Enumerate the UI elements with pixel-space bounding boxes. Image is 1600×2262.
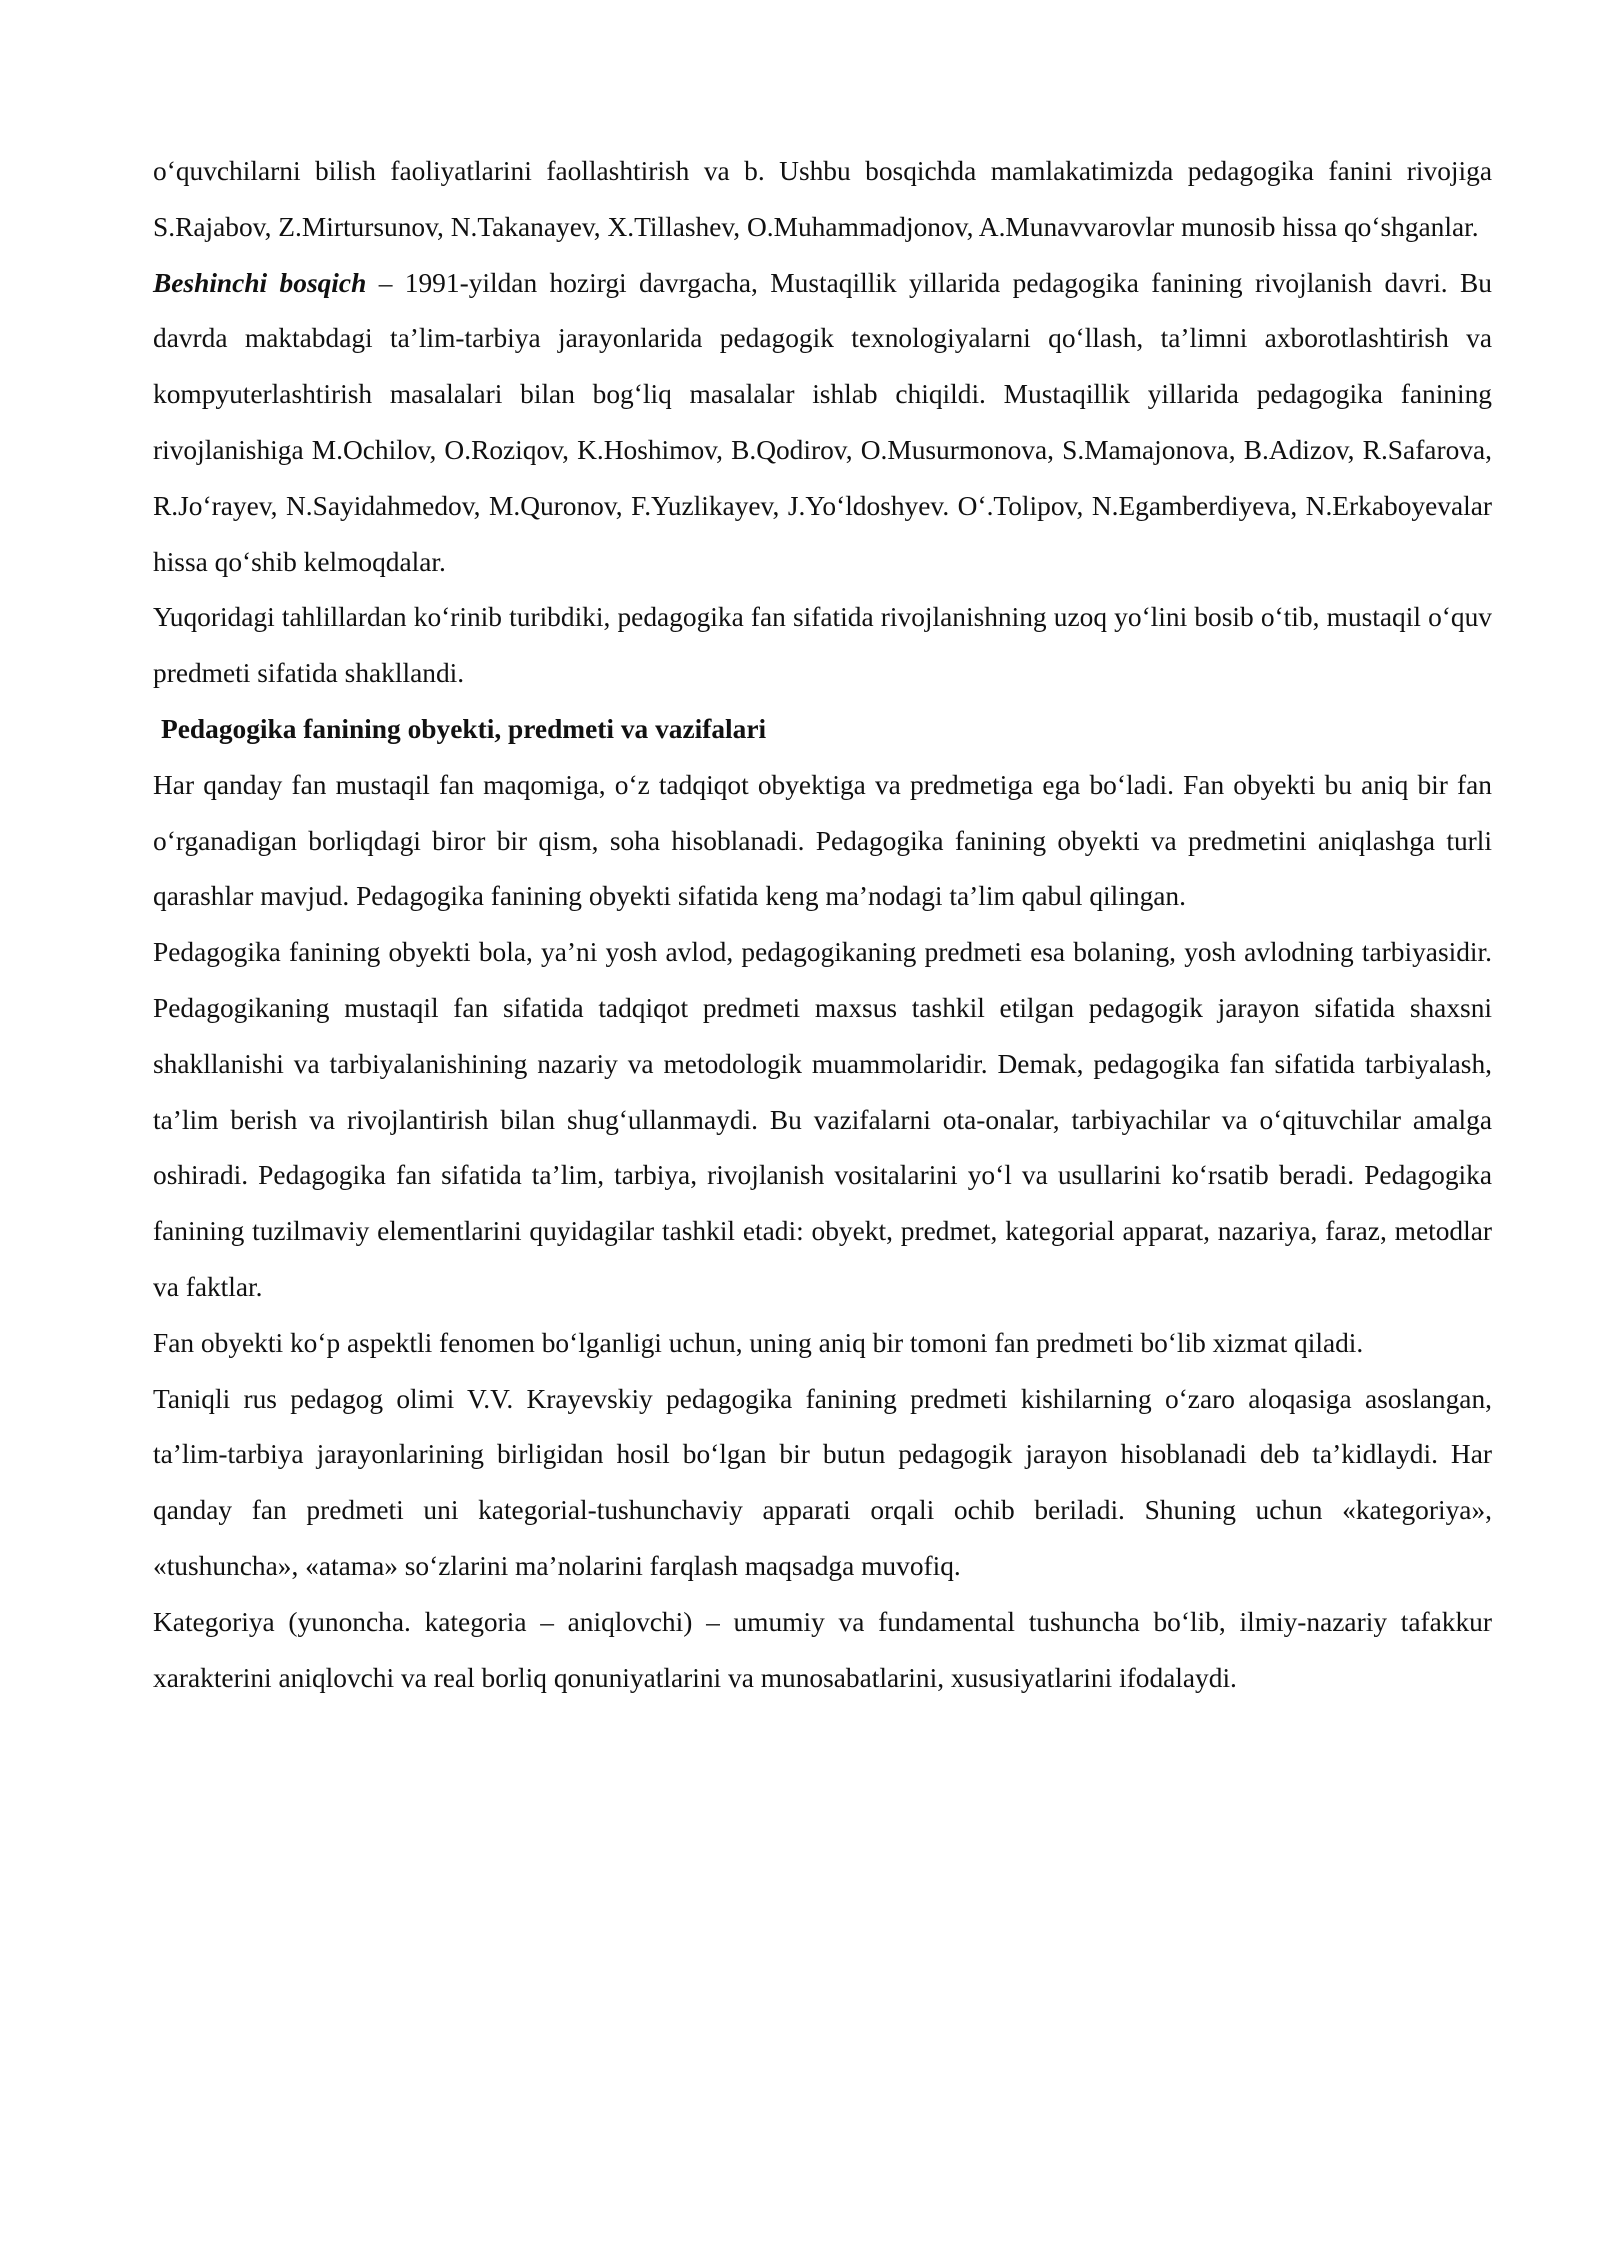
paragraph-krayevskiy: Taniqli rus pedagog olimi V.V. Krayevskiy pedagogika fanining predmeti kishilarning o‘zaro aloqasiga asoslangan, ta’lim-tarbiya jarayonlarining birligidan hosil bo‘lgan bir butun pedagogik jarayon hisoblanadi deb ta’kidlaydi. Har qanday fan predmeti uni kategorial-tushunchaviy apparati orqali ochib beriladi. Shuning uchun «kategoriya», «tushuncha», «atama» so‘zlarini ma’nolarini farqlash maqsadga muvofiq. (153, 1383, 1492, 1581)
paragraph-aspect: Fan obyekti ko‘p aspektli fenomen bo‘lganligi uchun, uning aniq bir tomoni fan predmeti bo‘lib xizmat qiladi. (153, 1327, 1364, 1358)
paragraph-intro: o‘quvchilarni bilish faoliyatlarini faollashtirish va b. Ushbu bosqichda mamlakatimizda pedagogika fanini rivojiga S.Rajabov, Z.Mirtursunov, N.Takanayev, X.Tillashev, O.Muhammadjonov, A.Munavvarovlar munosib hissa qo‘shganlar. (153, 156, 1492, 242)
paragraph-object: Har qanday fan mustaqil fan maqomiga, o‘z tadqiqot obyektiga va predmetiga ega bo‘ladi. Fan obyekti bu aniq bir fan o‘rganadigan borliqdagi biror bir qism, soha hisoblanadi. Pedagogika fanining obyekti va predmetini aniqlashga turli qarashlar mavjud. Pedagogika fanining obyekti sifatida keng ma’nodagi ta’lim qabul qilingan. (153, 769, 1492, 912)
paragraph-fifth-stage (153, 256, 1492, 591)
paragraph-conclusion: Yuqoridagi tahlillardan ko‘rinib turibdiki, pedagogika fan sifatida rivojlanishning uzoq yo‘lini bosib o‘tib, mustaqil o‘quv predmeti sifatida shakllandi. (153, 602, 1492, 689)
paragraph-category: Kategoriya (yunoncha. kategoria – aniqlovchi) – umumiy va fundamental tushuncha bo‘lib, ilmiy-nazariy tafakkur xarakterini aniqlovchi va real borliq qonuniyatlarini va munosabatlarini, xususiyatlarini ifodalaydi. (153, 1606, 1492, 1693)
paragraph-subject: Pedagogika fanining obyekti bola, ya’ni yosh avlod, pedagogikaning predmeti esa bolaning, yosh avlodning tarbiyasidir. Pedagogikaning mustaqil fan sifatida tadqiqot predmeti maxsus tashkil etilgan pedagogik jarayon sifatida shaxsni shakllanishi va tarbiyalanishining nazariy va metodologik muammolaridir. Demak, pedagogika fan sifatida tarbiyalash, ta’lim berish va rivojlantirish bilan shug‘ullanmaydi. Bu vazifalarni ota-onalar, tarbiyachilar va o‘qituvchilar amalga oshiradi. Pedagogika fan sifatida ta’lim, tarbiya, rivojlanish vositalarini yo‘l va usullarini ko‘rsatib beradi. Pedagogika fanining tuzilmaviy elementlarini quyidagilar tashkil etadi: obyekt, predmet, kategorial apparat, nazariya, faraz, metodlar va faktlar. (153, 937, 1492, 1302)
fifth-stage-text: – 1991-yildan hozirgi davrgacha, Mustaqillik yillarida pedagogika fanining rivojlanish davri. Bu davrda maktabdagi ta’lim-tarbiya jarayonlarida pedagogik texnologiyalarni qo‘llash, ta’limni axborotlashtirish va kompyuterlashtirish masalalari bilan bog‘liq masalalar ishlab chiqildi. Mustaqillik yillarida pedagogika fanining rivojlanishiga M.Ochilov, O.Roziqov, K.Hoshimov, B.Qodirov, O.Musurmonova, S.Mamajonova, B.Adizov, R.Safarova, R.Jo‘rayev, N.Sayidahmedov, M.Quronov, F.Yuzlikayev, J.Yo‘ldoshyev. O‘.Tolipov, N.Egamberdiyeva, N.Erkaboyevalar hissa qo‘shib kelmoqdalar. (153, 267, 1493, 577)
section-heading: Pedagogika fanining obyekti, predmeti va vazifalari (161, 713, 767, 744)
fifth-stage-lead: Beshinchi bosqich (153, 267, 367, 298)
